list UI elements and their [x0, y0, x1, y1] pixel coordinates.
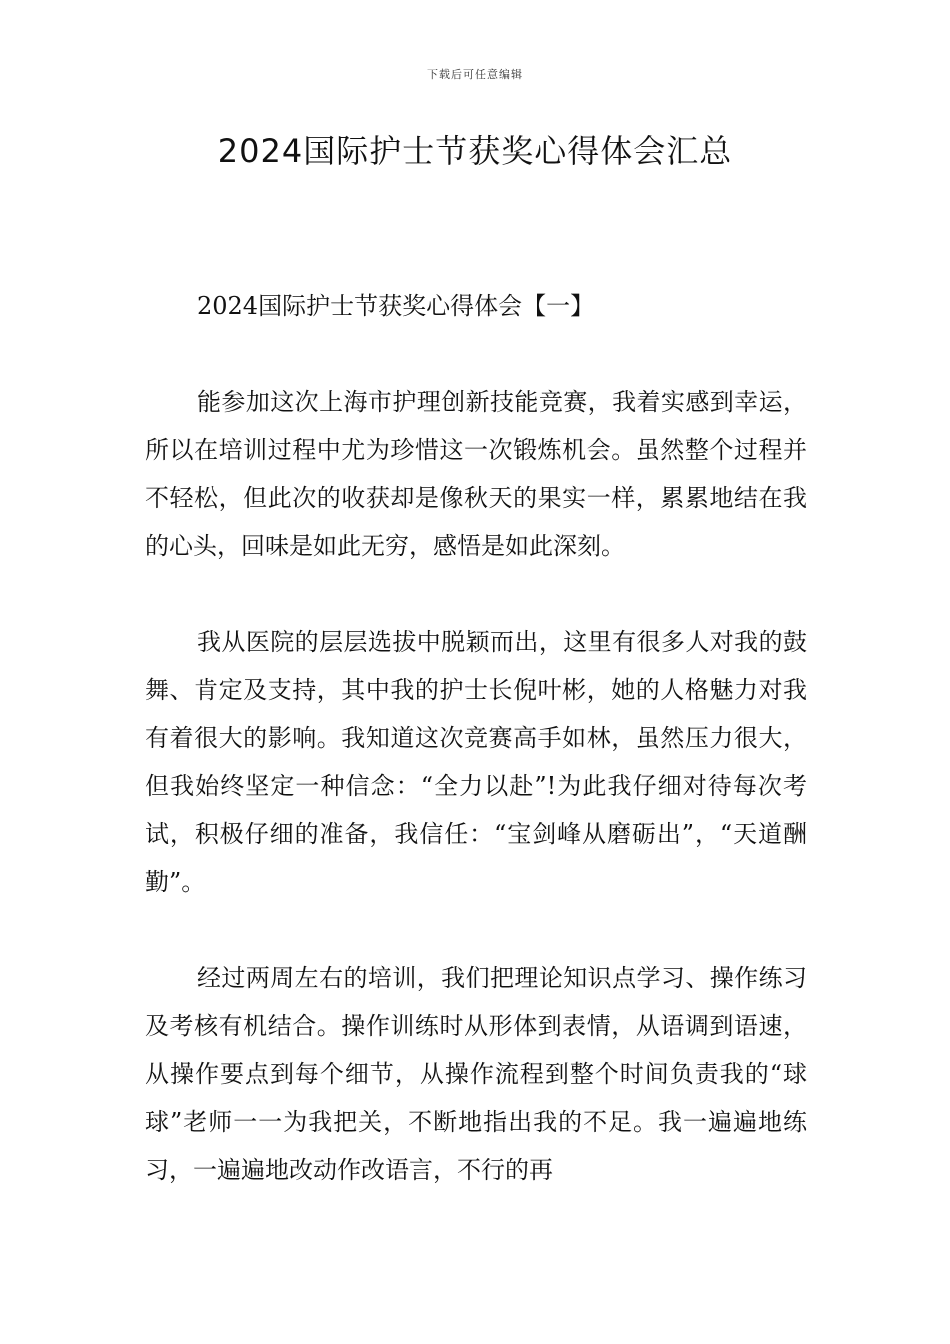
section-heading: 2024国际护士节获奖心得体会【一】 [197, 292, 595, 320]
paragraph-2: 我从医院的层层选拔中脱颖而出，这里有很多人对我的鼓舞、肯定及支持，其中我的护士长倪叶彬，她的人格魅力对我有着很大的影响。我知道这次竞赛高手如林，虽然压力很大，但我始终坚定一种信念：“全力以赴”!为此我仔细对待每次考试，积极仔细的准备，我信任：“宝剑峰从磨砺出”，“天道酬勤”。 [145, 628, 807, 896]
document-title: 2024国际护士节获奖心得体会汇总 [217, 132, 733, 170]
header-note: 下载后可任意编辑 [427, 68, 523, 81]
document-body [145, 282, 807, 1194]
paragraph-3: 经过两周左右的培训，我们把理论知识点学习、操作练习及考核有机结合。操作训练时从形体到表情，从语调到语速，从操作要点到每个细节，从操作流程到整个时间负责我的“球球”老师一一为我把关，不断地指出我的不足。我一遍遍地练习，一遍遍地改动作改语言，不行的再 [145, 964, 807, 1184]
paragraph-1: 能参加这次上海市护理创新技能竞赛，我着实感到幸运，所以在培训过程中尤为珍惜这一次锻炼机会。虽然整个过程并不轻松，但此次的收获却是像秋天的果实一样，累累地结在我的心头，回味是如此无穷，感悟是如此深刻。 [145, 388, 807, 560]
